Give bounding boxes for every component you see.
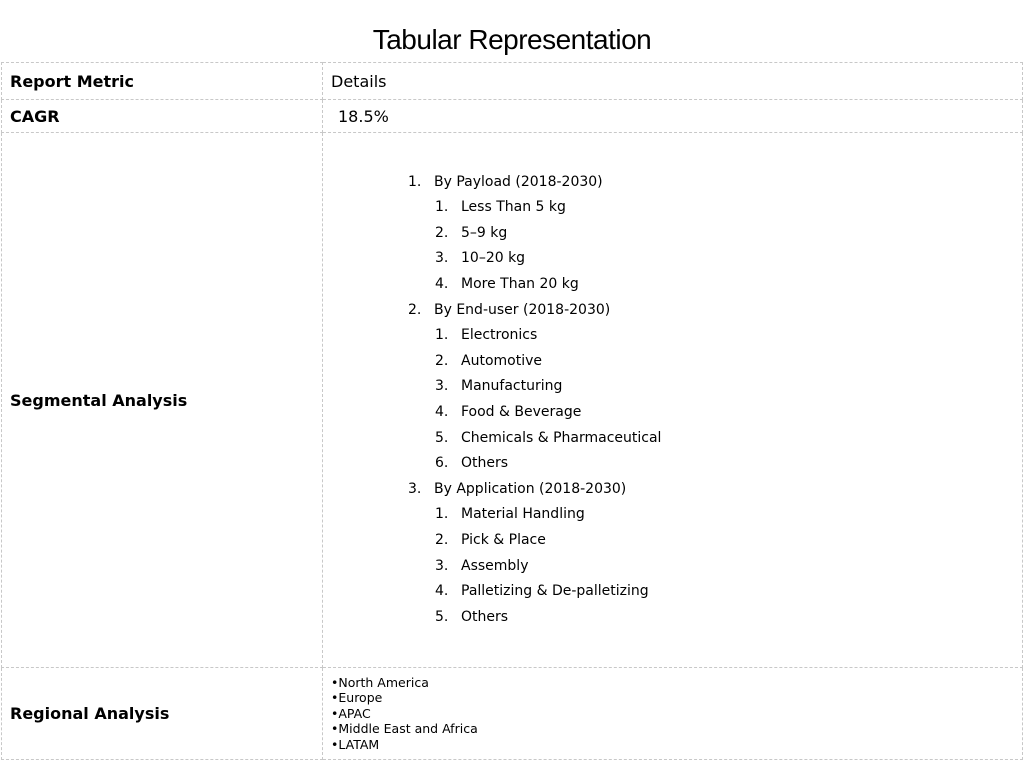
segment-item-number: 4.: [435, 583, 449, 600]
segment-item-number: 5.: [435, 608, 449, 625]
segment-item-number: 2.: [435, 352, 449, 369]
segment-list: [331, 170, 1014, 631]
segment-item: [435, 246, 1014, 272]
segment-group-number: 2.: [408, 301, 422, 318]
regional-label: Regional Analysis: [2, 668, 323, 760]
segment-item-number: 4.: [435, 404, 449, 420]
segment-item-label: More Than 20 kg: [461, 276, 579, 293]
segment-item-label: Palletizing & De-palletizing: [461, 583, 649, 600]
segment-item-number: 3.: [435, 557, 449, 574]
segment-item-label: Food & Beverage: [461, 404, 582, 420]
segment-sublist: [408, 195, 1014, 297]
segment-item-label: Chemicals & Pharmaceutical: [461, 429, 662, 446]
segment-item-label: Assembly: [461, 557, 529, 574]
header-metric: Report Metric: [2, 63, 323, 100]
cagr-value: 18.5%: [323, 100, 1023, 133]
segment-item: [435, 349, 1014, 375]
segment-item-number: 2.: [435, 224, 449, 241]
segment-item-number: 4.: [435, 276, 449, 293]
segment-item-label: Pick & Place: [461, 531, 546, 548]
segment-group-number: 3.: [408, 480, 422, 497]
segment-item: [435, 579, 1014, 605]
segment-item-number: 3.: [435, 250, 449, 267]
segment-item: [435, 605, 1014, 631]
cagr-row: [2, 100, 1023, 133]
segment-item: [435, 400, 1014, 426]
segment-item: [435, 426, 1014, 452]
region-list: [323, 668, 1023, 760]
segment-group: [408, 170, 1014, 298]
segmental-details: [323, 133, 1023, 668]
segment-item-number: 1.: [435, 506, 449, 523]
segment-group-number: 1.: [408, 173, 422, 190]
regional-row: [2, 668, 1023, 760]
segmental-label: Segmental Analysis: [2, 133, 323, 668]
segment-group-name: By Payload (2018-2030): [434, 173, 603, 190]
header-details: Details: [323, 63, 1023, 100]
region-item: •APAC: [331, 705, 371, 721]
segment-sublist: [408, 323, 1014, 477]
page-title: Tabular Representation: [372, 24, 652, 55]
segment-item-number: 6.: [435, 455, 449, 472]
segment-group: [408, 477, 1014, 631]
segment-item-label: Automotive: [461, 352, 542, 369]
segment-item-label: Others: [461, 455, 509, 472]
segment-item-label: Electronics: [461, 327, 538, 344]
segment-item-number: 5.: [435, 429, 449, 446]
segment-group-name: By End-user (2018-2030): [434, 301, 611, 318]
region-item: •Europe: [331, 690, 383, 706]
segment-item-number: 3.: [435, 378, 449, 395]
header-row: [2, 63, 1023, 100]
region-item: •Middle East and Africa: [331, 721, 478, 737]
segment-item-number: 2.: [435, 531, 449, 548]
segment-item: [435, 195, 1014, 221]
segment-item: [435, 272, 1014, 298]
segment-group-name: By Application (2018-2030): [434, 480, 627, 497]
segment-item: [435, 221, 1014, 247]
segment-item: [435, 374, 1014, 400]
segment-item-label: Manufacturing: [461, 378, 563, 395]
segment-item: [435, 323, 1014, 349]
region-item: •LATAM: [331, 736, 380, 752]
cagr-label: CAGR: [2, 100, 323, 133]
segment-item-label: 5–9 kg: [461, 224, 508, 241]
segment-item: [435, 528, 1014, 554]
segment-item-number: 1.: [435, 327, 449, 344]
segment-sublist: [408, 502, 1014, 630]
segment-group: [408, 298, 1014, 477]
segment-item-label: 10–20 kg: [461, 250, 526, 267]
region-item: •North America: [331, 674, 429, 690]
segmental-row: [2, 133, 1023, 668]
report-table: [1, 62, 1023, 760]
segment-item-label: Material Handling: [461, 506, 585, 523]
segment-item-number: 1.: [435, 199, 449, 216]
segment-item: [435, 554, 1014, 580]
segment-item-label: Others: [461, 608, 509, 625]
segment-item: [435, 451, 1014, 477]
segment-item: [435, 502, 1014, 528]
segment-item-label: Less Than 5 kg: [461, 199, 566, 216]
